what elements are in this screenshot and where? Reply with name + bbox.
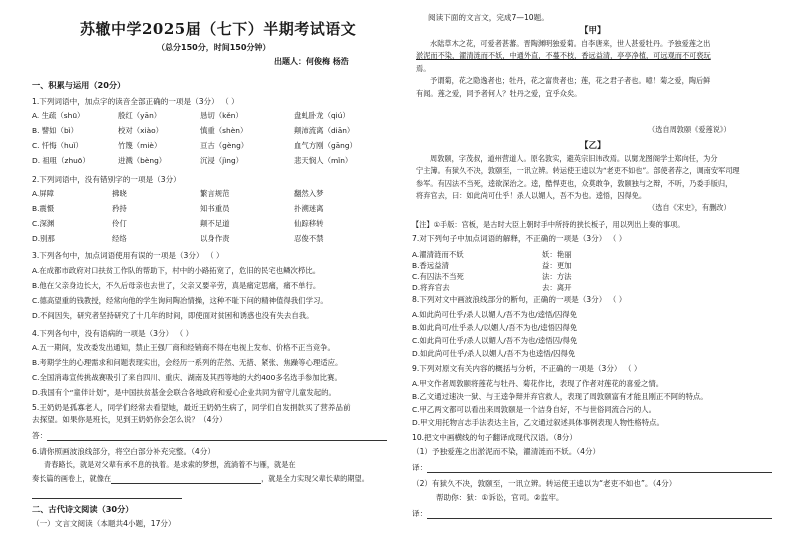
- answer-label: 译：: [412, 463, 428, 472]
- passage-b-source: （选自《宋史》，有删改）: [648, 203, 731, 212]
- option-phrase: A.濯清涟而不妖: [412, 250, 464, 259]
- section-2-subheading: （一）文言文阅读（本题共4小题，17分）: [32, 519, 176, 528]
- passage-a-heading: 【甲】: [580, 26, 606, 36]
- question-5-cont: 去探望。如果你是班长，见到王奶奶你会怎么说？（4分）: [32, 415, 227, 424]
- passage-line: 焉。: [416, 63, 431, 73]
- option-gloss: 去：离开: [542, 283, 572, 292]
- answer-label: 译：: [412, 509, 428, 518]
- question-6-text-2: 奏长篇的画卷上，就像在 ，就是全力实现父辈长辈的期望。: [32, 474, 369, 483]
- answer-line[interactable]: [427, 472, 772, 473]
- option-cell: 沉浸（jìng）: [200, 156, 244, 165]
- option-cell: D. 祖咀（zhuō）: [32, 156, 90, 165]
- option-cell: 悲天悯人（mǐn）: [294, 156, 353, 165]
- passage-line: 将弃官去，曰：如此尚可仕乎！杀人以媚人，吾不为也。逵悟，囚得免。: [416, 191, 647, 201]
- option-phrase: C.有囚法不当死: [412, 272, 464, 281]
- option-cell: 矜持: [112, 204, 127, 213]
- option-line: B.考期学生的心理需求和问题表现实出，会经历一系列的茫然、无措、紧张、焦躁等心理适应。: [32, 358, 343, 367]
- question-6: 6.请你照画波浪线部分，将空白部分补充完整。（4分）: [32, 447, 215, 456]
- option-cell: 扑溯迷离: [294, 204, 324, 213]
- passage-b: [416, 153, 786, 203]
- passage-line: 水陆草木之花，可爱者甚蕃。晋陶渊明独爱菊。自李唐来，世人甚爱牡丹。予独爱莲之出: [430, 39, 711, 48]
- option-line: C.全国消毒宣传挑战赛吸引了来自四川、重庆、湖南及其西等地的大约400多名选手参加比赛。: [32, 373, 342, 382]
- option-line: B.他在父亲身边长大，不久后母亲也去世了，父亲又要辛劳，真是痛定思痛，痛不单行。: [32, 281, 321, 290]
- option-line: D.不间因失，研究者坚持研究了十几年的时间，即使面对贫困和诱惑也没有失去自我。: [32, 311, 314, 320]
- option-cell: C. 忏悔（huǐ）: [32, 141, 83, 150]
- option-line: C.如此尚可仕乎/杀人以媚人/吾不为也/逵悟囚/得免: [412, 336, 578, 345]
- right-column: [412, 0, 782, 560]
- option-cell: 亘古（gèng）: [200, 141, 249, 150]
- question-10-part-1: （1）予独爱莲之出淤泥而不染，濯清涟而不妖。（4分）: [412, 447, 601, 456]
- option-line: D.甲文用托物言志手法表达主旨，乙文通过叙述具体事例表现人物性格特点。: [412, 418, 664, 427]
- answer-line[interactable]: [427, 518, 772, 519]
- question-6-line: [32, 488, 182, 499]
- option-line: A.如此尚可仕乎/杀人以媚人/吾不为也/逵悟/囚得免: [412, 310, 578, 319]
- question-1: 1.下列词语中，加点字的读音全部正确的一项是（3分） （ ）: [32, 97, 239, 106]
- answer-line[interactable]: [47, 440, 387, 441]
- question-3: 3.下列各句中，加点词语使用有误的一项是（3分） （ ）: [32, 251, 224, 260]
- option-cell: 血气方刚（gāng）: [294, 141, 357, 150]
- option-cell: 慎重（shèn）: [200, 126, 248, 135]
- option-line: C.德高望重的钱教授，经常向他的学生询问陶冶情操，这种不耻下问的精神值得我们学习。: [32, 296, 328, 305]
- option-gloss: 益：更加: [542, 261, 572, 270]
- question-10: 10.把文中画横线的句子翻译成现代汉语。（8分）: [412, 433, 577, 442]
- question-10-answer-1: [412, 462, 772, 473]
- option-cell: 竹篾（miè）: [118, 141, 162, 150]
- question-7: 7.对下列句子中加点词语的解释，不正确的一项是（3分） （ ）: [412, 234, 627, 243]
- option-phrase: D.将弃官去: [412, 283, 450, 292]
- option-cell: 翻然入梦: [294, 189, 324, 198]
- question-9: 9.下列对原文有关内容的概括与分析，不正确的一项是（3分） （ ）: [412, 364, 642, 373]
- annotation-note: 【注】①手版：官板，是古时大臣上朝时手中所持的狭长板子，用以列出上奏的事项。: [412, 220, 685, 229]
- passage-line: 宁主簿。有狱久不决，敦颐至，一讯立辨。转运使王逵以为“老吏不如也”。部使者荐之，调南安军司理: [416, 166, 740, 176]
- question-5: 5.王奶奶是孤寡老人，同学们经常去看望她，最近王奶奶生病了，同学们自发捐款买了营养品前: [32, 403, 351, 412]
- option-cell: B. 譬如（bì）: [32, 126, 79, 135]
- exam-info: （总分150分，时间150分钟）: [157, 43, 271, 52]
- option-cell: 拂晓: [112, 189, 127, 198]
- question-10-part-2: （2）有狱久不决，敦颐至，一讯立辨。转运使王逵以为“老吏不如也”。（4分）: [412, 479, 677, 488]
- option-line: A.五一期间，发改委发出通知，禁止王强厂商和经销商不得在电视上发布、价格不正当竞争。: [32, 343, 335, 352]
- fill-blank-line[interactable]: [111, 483, 261, 484]
- option-cell: 忍俊不禁: [294, 234, 324, 243]
- option-cell: 颠不足道: [200, 219, 230, 228]
- option-line: B.如此尚可/仕乎杀人/以媚人/吾不为也/逵悟囚得免: [412, 323, 578, 332]
- question-8: 8.下列对文中画波浪线部分的断句，正确的一项是（3分） （ ）: [412, 295, 627, 304]
- option-cell: 繁言规范: [200, 189, 230, 198]
- section-2-heading: 二、古代诗文阅读（30分）: [32, 504, 134, 514]
- option-cell: 伶仃: [112, 219, 127, 228]
- passage-line: 参军。有囚法不当死，逵欲深治之。逵，酷悍吏也，众莫敢争，敦颐独与之辩，不听，乃委手版归，: [416, 178, 733, 188]
- question-10-hint: 帮助你：狱：①诉讼，官司。②监牢。: [436, 493, 564, 502]
- option-cell: 知书重员: [200, 204, 230, 213]
- option-cell: C.深渊: [32, 219, 55, 228]
- option-cell: 颠沛流离（diān）: [294, 126, 355, 135]
- option-cell: 迸溅（bèng）: [118, 156, 167, 165]
- option-line: D.如此尚可仕乎/杀人以媚人/吾不为也逵悟/囚得免: [412, 349, 576, 358]
- option-cell: 恳切（kěn）: [200, 111, 243, 120]
- passage-b-heading: 【乙】: [580, 141, 606, 151]
- passage-line: 淤泥而不染，濯清涟而不妖，中通外直，不蔓不枝，香远益清，亭亭净植，可远观而不可亵玩: [416, 51, 711, 61]
- left-column: [22, 0, 400, 560]
- fill-blank-line-2[interactable]: [32, 498, 182, 499]
- question-10-answer-2: [412, 508, 772, 519]
- passage-line: 周敦颐，字茂叔，道州营道人。原名敦实，避英宗旧讳改焉。以舅龙图阁学士郑向任，为分: [430, 154, 718, 163]
- passage-intro: 阅读下面的文言文，完成7—10题。: [428, 13, 549, 22]
- exam-authors: 出题人：何俊梅 杨浩: [274, 57, 349, 66]
- option-cell: 殷红（yān）: [118, 111, 162, 120]
- option-cell: 经络: [112, 234, 127, 243]
- option-line: A.甲文作者周敦颐将莲花与牡丹、菊花作比，表现了作者对莲花的喜爱之情。: [412, 379, 664, 388]
- option-cell: 盘虬卧龙（qiú）: [294, 111, 350, 120]
- option-gloss: 妖：艳丽: [542, 250, 572, 259]
- question-2: 2.下列词语中，没有错别字的一项是（3分）: [32, 175, 181, 184]
- option-cell: 校对（xiào）: [118, 126, 164, 135]
- passage-line: 有闻。莲之爱，同予者何人？牡丹之爱，宜乎众矣。: [416, 88, 582, 98]
- passage-a: [416, 38, 786, 100]
- option-cell: D.别那: [32, 234, 55, 243]
- page-title: 苏辙中学2025届（七下）半期考试语文: [80, 20, 357, 38]
- option-line: A.在成都市政府对口扶贫工作队的帮助下，村中的小路拓宽了，危旧的民宅也鳞次栉比。: [32, 266, 321, 275]
- option-cell: 仙踪移转: [294, 219, 324, 228]
- option-cell: 以身作责: [200, 234, 230, 243]
- section-1-heading: 一、积累与运用（20分）: [32, 80, 126, 90]
- question-6-text-1: 青春路长，就是对父辈有承不息的执着。是求索的梦想，流淌着不与雁，就是在: [44, 460, 296, 469]
- passage-line: 予谓菊，花之隐逸者也；牡丹，花之富贵者也；莲，花之君子者也。噫！菊之爱，陶后鲜: [430, 76, 711, 86]
- option-phrase: B.香远益清: [412, 261, 449, 270]
- option-cell: A.屏障: [32, 189, 55, 198]
- question-5-answer: [32, 430, 387, 441]
- passage-a-source: （选自周敦颐《爱莲说》）: [648, 125, 731, 134]
- option-gloss: 法：方法: [542, 272, 572, 281]
- option-line: C.甲乙两文都可以看出来周敦颐是一个洁身自好，不与世俗同流合污的人。: [412, 405, 657, 414]
- option-line: D.我国有个“童伴计划”，是中国扶贫基金会联合各地政府和爱心企业共同为留守儿童发起的。: [32, 388, 336, 397]
- option-cell: B.震慑: [32, 204, 55, 213]
- question-4: 4.下列各句中，没有语病的一项是（3分） （ ）: [32, 329, 194, 338]
- option-line: B.乙文通过速决一狱、与王逵争辩并弃官救人，表现了周敦颐富有才能且刚正不阿的特点。: [412, 392, 708, 401]
- option-cell: A. 生疏（shū）: [32, 111, 85, 120]
- answer-label: 答：: [32, 431, 48, 440]
